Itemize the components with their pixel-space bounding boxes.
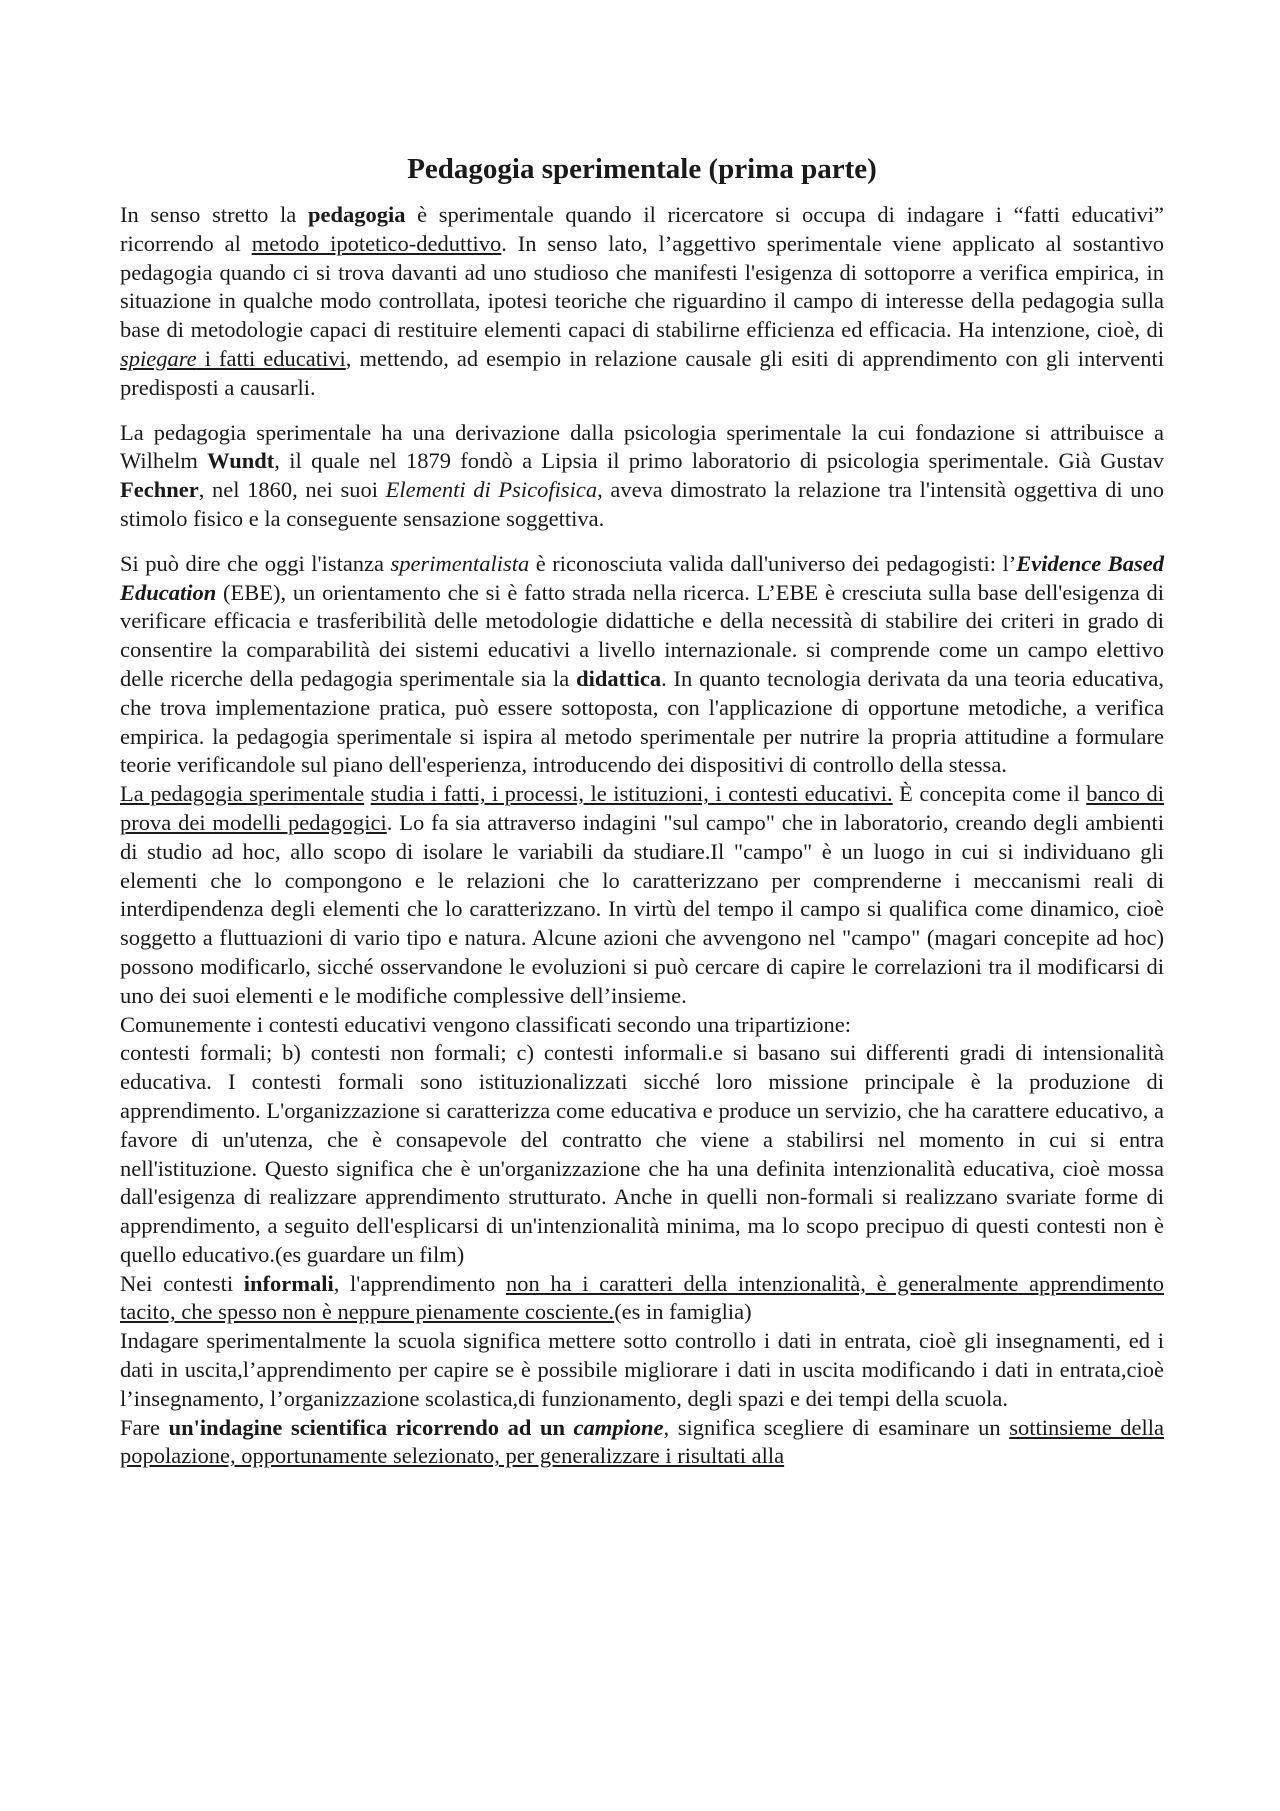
italic-term: sperimentalista <box>390 550 530 576</box>
document-title: Pedagogia sperimentale (prima parte) <box>407 153 877 185</box>
text-run: , il quale nel 1879 fondò a Lipsia il primo laboratorio di psicologia sperimentale. Già Gustav <box>274 448 1164 474</box>
text-run: , significa scegliere di esaminare un <box>663 1414 1010 1440</box>
text-run: . In senso lato, l’aggettivo sperimentale viene applicato al sostantivo pedagogia quando ci si trova davanti ad uno studioso che manifesti l'esigenza di sottoporre a verifica empirica, in situazione in qualche modo controllata, ipotesi teoriche che riguardino il campo di interesse della pedagogia sulla base di metodologie capaci di restituire elementi capaci di stabilirne efficienza ed efficacia. Ha intenzione, cioè, di <box>120 230 1164 343</box>
text-run: . Lo fa sia attraverso indagini "sul campo" che in laboratorio, creando degli ambienti di studio ad hoc, allo scopo di isolare le variabili da studiare.Il "campo" è un luogo in cui si individuano gli elementi che lo compongono e le relazioni che lo caratterizzano per comprenderne i meccanismi reali di interdipendenza degli elementi che lo caratterizzano. In virtù del tempo il campo si qualifica come dinamico, cioè soggetto a fluttuazioni di vario tipo e natura. Alcune azioni che avvengono nel "campo" (magari concepite ad hoc) possono modificarlo, sicché osservandone le evoluzioni si può cercare di capire le correlazioni tra il modificarsi di uno dei suoi elementi e le modifiche complessive dell’insieme. <box>120 809 1165 1008</box>
text-run: Fare <box>120 1414 169 1440</box>
text-run: È concepita come il <box>892 781 1087 807</box>
paragraph-8: Indagare sperimentalmente la scuola significa mettere sotto controllo i dati in entrata, cioè gli insegnamenti, ed i dati in uscita,l’apprendimento per capire se è possibile migliorare i dati in uscita modificando i dati in entrata,cioè l’insegnamento, l’organizzazione scolastica,di funzionamento, degli spazi e dei tempi della scuola. <box>120 1328 1164 1411</box>
paragraph-7 <box>120 1270 1164 1328</box>
paragraph-9 <box>120 1414 1164 1472</box>
text-run: In senso stretto la <box>120 202 308 227</box>
underlined-italic-term: spiegare <box>120 345 197 371</box>
underlined-term: studia i fatti, i processi, le istituzioni, i contesti educativi. <box>370 781 893 807</box>
text-run: , aveva dimostrato la relazione tra l'intensità oggettiva di uno stimolo fisico e la conseguente sensazione soggettiva. <box>120 477 1164 531</box>
paragraph-2 <box>120 419 1164 534</box>
paragraph-5: Comunemente i contesti educativi vengono classificati secondo una tripartizione: <box>120 1011 852 1037</box>
text-run: La pedagogia sperimentale ha una derivazione dalla psicologia sperimentale la cui fondazione si attribuisce a Wilhelm <box>120 419 1164 474</box>
text-run: (es in famiglia) <box>614 1299 752 1325</box>
text-run: (EBE), un orientamento che si è fatto strada nella ricerca. L’EBE è cresciuta sulla base dell'esigenza di verificare efficacia e trasferibilità delle metodologie didattiche e della necessità di stabilire dei criteri in grado di consentire la comparabilità dei sistemi educativi a livello internazionale. si comprende come un campo elettivo delle ricerche della pedagogia sperimentale sia la <box>120 579 1164 691</box>
bold-term: Wundt <box>207 448 275 474</box>
bold-term: un'indagine scientifica ricorrendo ad un <box>168 1414 574 1440</box>
bold-term: informali <box>243 1270 334 1296</box>
underlined-term: La pedagogia sperimentale <box>120 781 365 807</box>
bold-italic-term: campione <box>573 1414 664 1440</box>
italic-title: Elementi di Psicofisica <box>385 477 598 503</box>
underlined-term: non ha i caratteri della intenzionalità, è generalmente apprendimento tacito, che spesso non è neppure pienamente cosciente. <box>120 1270 1164 1325</box>
paragraph-1 <box>120 201 1164 403</box>
paragraph-6: contesti formali; b) contesti non formali; c) contesti informali.e si basano sui differenti gradi di intensionalità educativa. I contesti formali sono istituzionalizzati sicché loro missione principale è la produzione di apprendimento. L'organizzazione si caratterizza come educativa e produce un servizio, che ha carattere educativo, a favore di un'utenza, che è consapevole del contratto che viene a stabilirsi nel momento in cui si entra nell'istituzione. Questo significa che è un'organizzazione che ha una definita intenzionalità educativa, cioè mossa dall'esigenza di realizzare apprendimento strutturato. Anche in quelli non-formali si realizzano svariate forme di apprendimento, a seguito dell'esplicarsi di un'intenzionalità minima, ma lo scopo precipuo di questi contesti non è quello educativo.(es guardare un film) <box>120 1040 1164 1267</box>
text-run: è riconosciuta valida dall'universo dei pedagogisti: l’ <box>529 550 1017 576</box>
underlined-term: metodo ipotetico-deduttivo <box>251 230 502 256</box>
text-run: è sperimentale quando il ricercatore si occupa di indagare i “fatti educativi” ricorrendo al <box>120 202 1165 256</box>
bold-italic-term: Evidence Based Education <box>120 550 1165 605</box>
text-run: Si può dire che oggi l'istanza <box>120 550 391 576</box>
bold-term: pedagogia <box>307 202 406 227</box>
text-run: , l'apprendimento <box>333 1270 506 1296</box>
paragraph-4 <box>120 780 1164 1010</box>
document-body <box>120 151 1164 1471</box>
bold-term: Fechner <box>120 477 199 503</box>
text-run: . In quanto tecnologia derivata da una teoria educativa, che trova implementazione pratica, può essere sottoposta, con l'applicazione di opportune metodiche, a verifica empirica. la pedagogia sperimentale si ispira al metodo sperimentale per nutrire la propria attitudine a formulare teorie verificandole sul piano dell'esperienza, introducendo dei dispositivi di controllo della stessa. <box>120 665 1164 778</box>
paragraph-3 <box>120 550 1164 780</box>
underlined-term: banco di prova dei modelli pedagogici <box>120 781 1164 835</box>
text-run: Nei contesti <box>120 1270 244 1296</box>
text-run: , mettendo, ad esempio in relazione causale gli esiti di apprendimento con gli interventi predisposti a causarli. <box>120 345 1164 400</box>
bold-term: didattica <box>576 665 662 691</box>
underlined-term: sottinsieme della popolazione, opportunamente selezionato, per generalizzare i risultati alla <box>120 1414 1165 1469</box>
text-run: , nel 1860, nei suoi <box>198 477 386 503</box>
underlined-term: i fatti educativi <box>196 345 346 371</box>
